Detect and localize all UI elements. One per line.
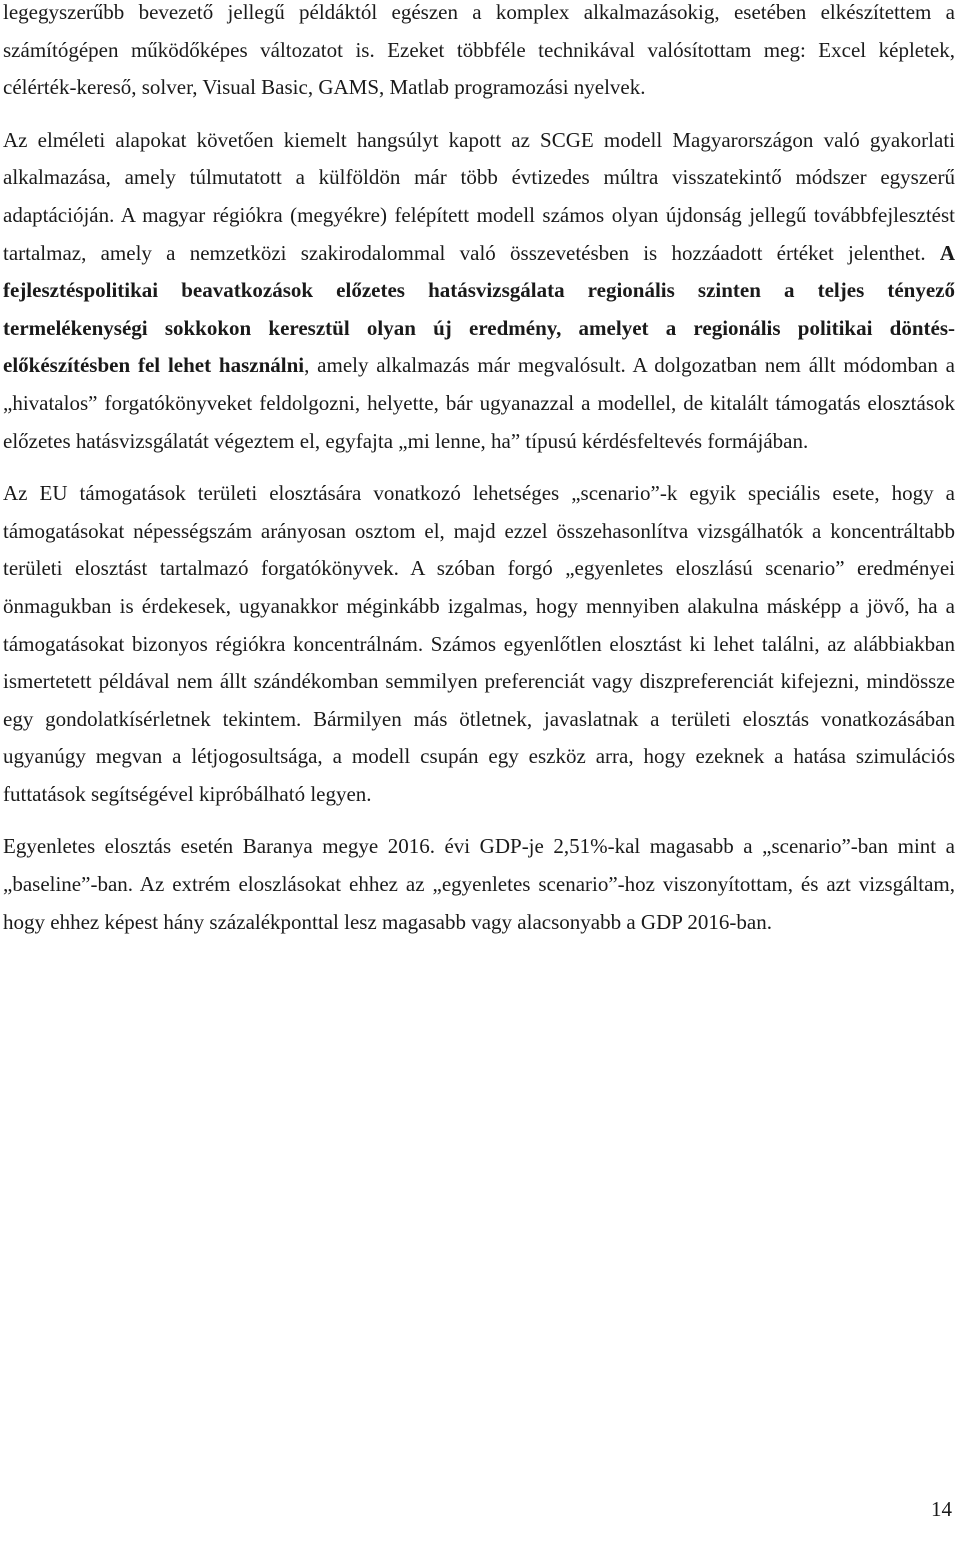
paragraph-2 (3, 122, 955, 460)
paragraph-1 (3, 0, 955, 107)
paragraph-1-text: legegyszerűbb bevezető jellegű példáktól egészen a komplex alkalmazásokig, esetében elkészítettem a számítógépen működőképes változatot is. Ezeket többféle technikával valósítottam meg: Excel képletek, célérték-kereső, solver, Visual Basic, GAMS, Matlab programozási nyelvek. (3, 0, 955, 100)
page-number: 14 (931, 1497, 952, 1521)
paragraph-3-text: Az EU támogatások területi elosztására vonatkozó lehetséges „scenario”-k egyik speciális esete, hogy a támogatásokat népességszám arányosan osztom el, majd ezzel összehasonlítva vizsgálhatók a koncentráltabb területi elosztást tartalmazó forgatókönyvek. A szóban forgó „egyenletes eloszlású scenario” eredményei önmagukban is érdekesek, ugyanakkor méginkább izgalmas, hogy mennyiben alakulna másképp a jövő, ha a támogatásokat bizonyos régiókra koncentrálnám. Számos egyenlőtlen elosztást ki lehet találni, az alábbiakban ismertetett példával nem állt szándékomban semmilyen preferenciát vagy diszpreferenciát kifejezni, mindössze egy gondolatkísérletnek tekintem. Bármilyen más ötletnek, javaslatnak a területi elosztás vonatkozásában ugyanúgy megvan a létjogosultsága, a modell csupán egy eszköz arra, hogy ezeknek a hatása szimulációs futtatások segítségével kipróbálható legyen. (3, 481, 955, 806)
paragraph-4-text: Egyenletes elosztás esetén Baranya megye 2016. évi GDP-je 2,51%-kal magasabb a „scenario”-ban mint a „baseline”-ban. Az extrém eloszlásokat ehhez az „egyenletes scenario”-hoz viszonyítottam, és azt vizsgáltam, hogy ehhez képest hány százalékponttal lesz magasabb vagy alacsonyabb a GDP 2016-ban. (3, 834, 955, 934)
paragraph-2-text-a: Az elméleti alapokat követően kiemelt hangsúlyt kapott az SCGE modell Magyarországon való gyakorlati alkalmazása, amely túlmutatott a külföldön már több évtizedes múltra visszatekintő módszer egyszerű adaptációján. A magyar régiókra (megyékre) felépített modell számos olyan újdonság jellegű továbbfejlesztést tartalmaz, amely a nemzetközi szakirodalommal való összevetésben is hozzáadott értéket jelenthet. (3, 127, 955, 265)
paragraph-3 (3, 475, 955, 813)
paragraph-4 (3, 828, 955, 941)
paragraph-2-text-b: , amely alkalmazás már megvalósult. A dolgozatban nem állt módomban a „hivatalos” forgatókönyveket feldolgozni, helyette, bár ugyanazzal a modellel, de kitalált támogatás elosztások előzetes hatásvizsgálatát végeztem el, egyfajta „mi lenne, ha” típusú kérdésfeltevés formájában. (3, 353, 955, 453)
paragraph-2-bold-highlight: A fejlesztéspolitikai beavatkozások előzetes hatásvizsgálata regionális szinten a teljes tényező termelékenységi sokkokon keresztül olyan új eredmény, amelyet a regionális politikai döntés-előkészítésben fel lehet használni (3, 240, 955, 378)
document-page (3, 0, 955, 941)
